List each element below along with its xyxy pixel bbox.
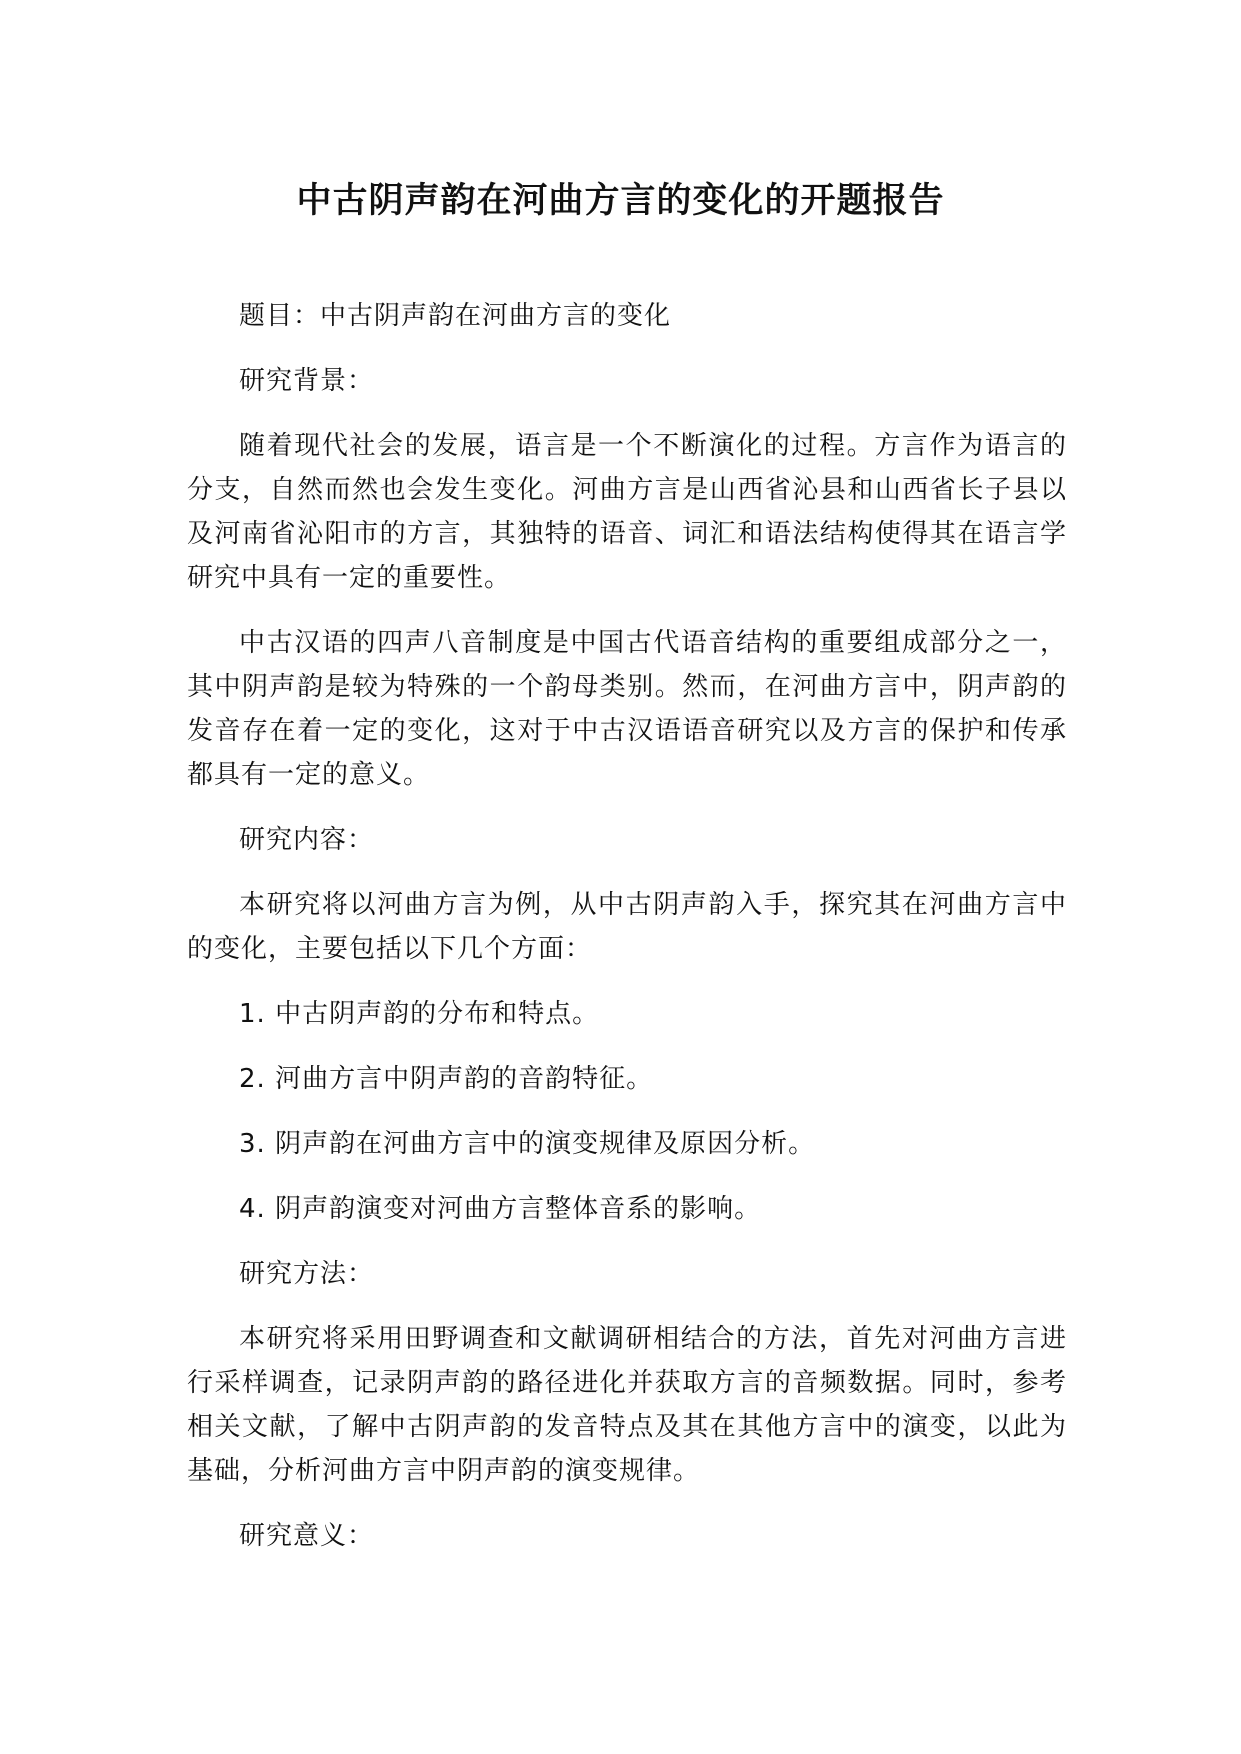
heading-content: 研究内容：	[239, 825, 375, 855]
list-item-1: 1. 中古阴声韵的分布和特点。	[239, 999, 600, 1029]
list-item-4: 4. 阴声韵演变对河曲方言整体音系的影响。	[239, 1194, 762, 1224]
list-item-2: 2. 河曲方言中阴声韵的音韵特征。	[239, 1064, 654, 1094]
document-body	[187, 294, 1067, 1579]
heading-significance: 研究意义：	[239, 1521, 375, 1551]
paragraph-background-1: 随着现代社会的发展，语言是一个不断演化的过程。方言作为语言的分支，自然而然也会发生变化。河曲方言是山西省沁县和山西省长子县以及河南省沁阳市的方言，其独特的语音、词汇和语法结构使得其在语言学研究中具有一定的重要性。	[187, 431, 1067, 593]
paragraph-method: 本研究将采用田野调查和文献调研相结合的方法，首先对河曲方言进行采样调查，记录阴声韵的路径进化并获取方言的音频数据。同时，参考相关文献，了解中古阴声韵的发音特点及其在其他方言中的演变，以此为基础，分析河曲方言中阴声韵的演变规律。	[187, 1324, 1067, 1486]
paragraph-content-intro: 本研究将以河曲方言为例，从中古阴声韵入手，探究其在河曲方言中的变化，主要包括以下几个方面：	[187, 890, 1067, 964]
document-title: 中古阴声韵在河曲方言的变化的开题报告	[296, 181, 945, 221]
paragraph-background-2: 中古汉语的四声八音制度是中国古代语音结构的重要组成部分之一，其中阴声韵是较为特殊的一个韵母类别。然而，在河曲方言中，阴声韵的发音存在着一定的变化，这对于中古汉语语音研究以及方言的保护和传承都具有一定的意义。	[187, 628, 1067, 790]
heading-method: 研究方法：	[239, 1259, 375, 1289]
paragraph-topic: 题目：中古阴声韵在河曲方言的变化	[239, 301, 672, 331]
list-item-3: 3. 阴声韵在河曲方言中的演变规律及原因分析。	[239, 1129, 816, 1159]
heading-background: 研究背景：	[239, 366, 375, 396]
